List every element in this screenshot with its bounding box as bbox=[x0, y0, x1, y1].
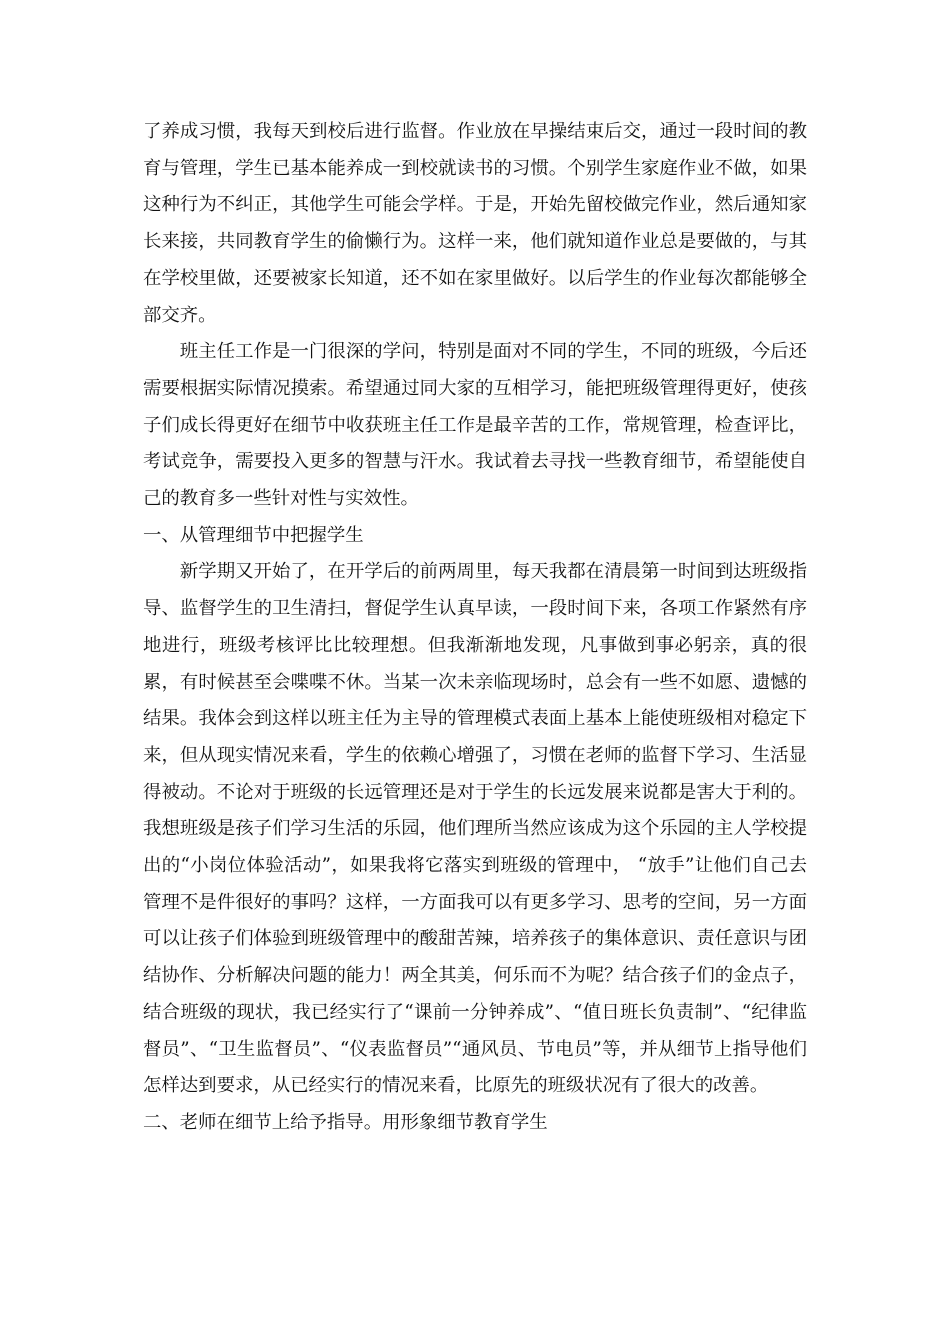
section-heading-2: 二、老师在细节上给予指导。用形象细节教育学生 bbox=[143, 1111, 548, 1133]
paragraph-class-teacher-work: 班主任工作是一门很深的学问，特别是面对不同的学生，不同的班级，今后还需要根据实际情况摸索。希望通过同大家的互相学习，能把班级管理得更好，使孩子们成长得更好在细节中收获班主任工作是最辛苦的工作，常规管理，检查评比，考试竞争，需要投入更多的智慧与汗水。我试着去寻找一些教育细节，希望能使自己的教育多一些针对性与实效性。 bbox=[143, 341, 807, 510]
paragraph-new-semester: 新学期又开始了，在开学后的前两周里，每天我都在清晨第一时间到达班级指导、监督学生的卫生清扫，督促学生认真早读，一段时间下来，各项工作紧然有序地进行，班级考核评比比较理想。但我渐渐地发现，凡事做到事必躬亲，真的很累，有时候甚至会喋喋不休。当某一次未亲临现场时，总会有一些不如愿、遗憾的结果。我体会到这样以班主任为主导的管理模式表面上基本上能使班级相对稳定下来，但从现实情况来看，学生的依赖心增强了，习惯在老师的监督下学习、生活显得被动。不论对于班级的长远管理还是对于学生的长远发展来说都是害大于利的。我想班级是孩子们学习生活的乐园，他们理所当然应该成为这个乐园的主人学校提出的“小岗位体验活动”，如果我将它落实到班级的管理中， “放手”让他们自己去管理不是件很好的事吗？这样，一方面我可以有更多学习、思考的空间，另一方面可以让孩子们体验到班级管理中的酸甜苦辣，培养孩子的集体意识、责任意识与团结协作、分析解决问题的能力！两全其美，何乐而不为呢？结合孩子们的金点子，结合班级的现状，我已经实行了“课前一分钟养成”、“值日班长负责制”、“纪律监督员”、“卫生监督员”、“仪表监督员”“通风员、节电员”等，并从细节上指导他们怎样达到要求，从已经实行的情况来看，比原先的班级状况有了很大的改善。 bbox=[143, 561, 807, 1097]
section-heading-1: 一、从管理细节中把握学生 bbox=[143, 524, 364, 546]
document-page bbox=[143, 114, 807, 1142]
paragraph-habit-supervision: 了养成习惯，我每天到校后进行监督。作业放在早操结束后交，通过一段时间的教育与管理，学生已基本能养成一到校就读书的习惯。个别学生家庭作业不做，如果这种行为不纠正，其他学生可能会学样。于是，开始先留校做完作业，然后通知家长来接，共同教育学生的偷懒行为。这样一来，他们就知道作业总是要做的，与其在学校里做，还要被家长知道，还不如在家里做好。以后学生的作业每次都能够全部交齐。 bbox=[143, 121, 807, 326]
